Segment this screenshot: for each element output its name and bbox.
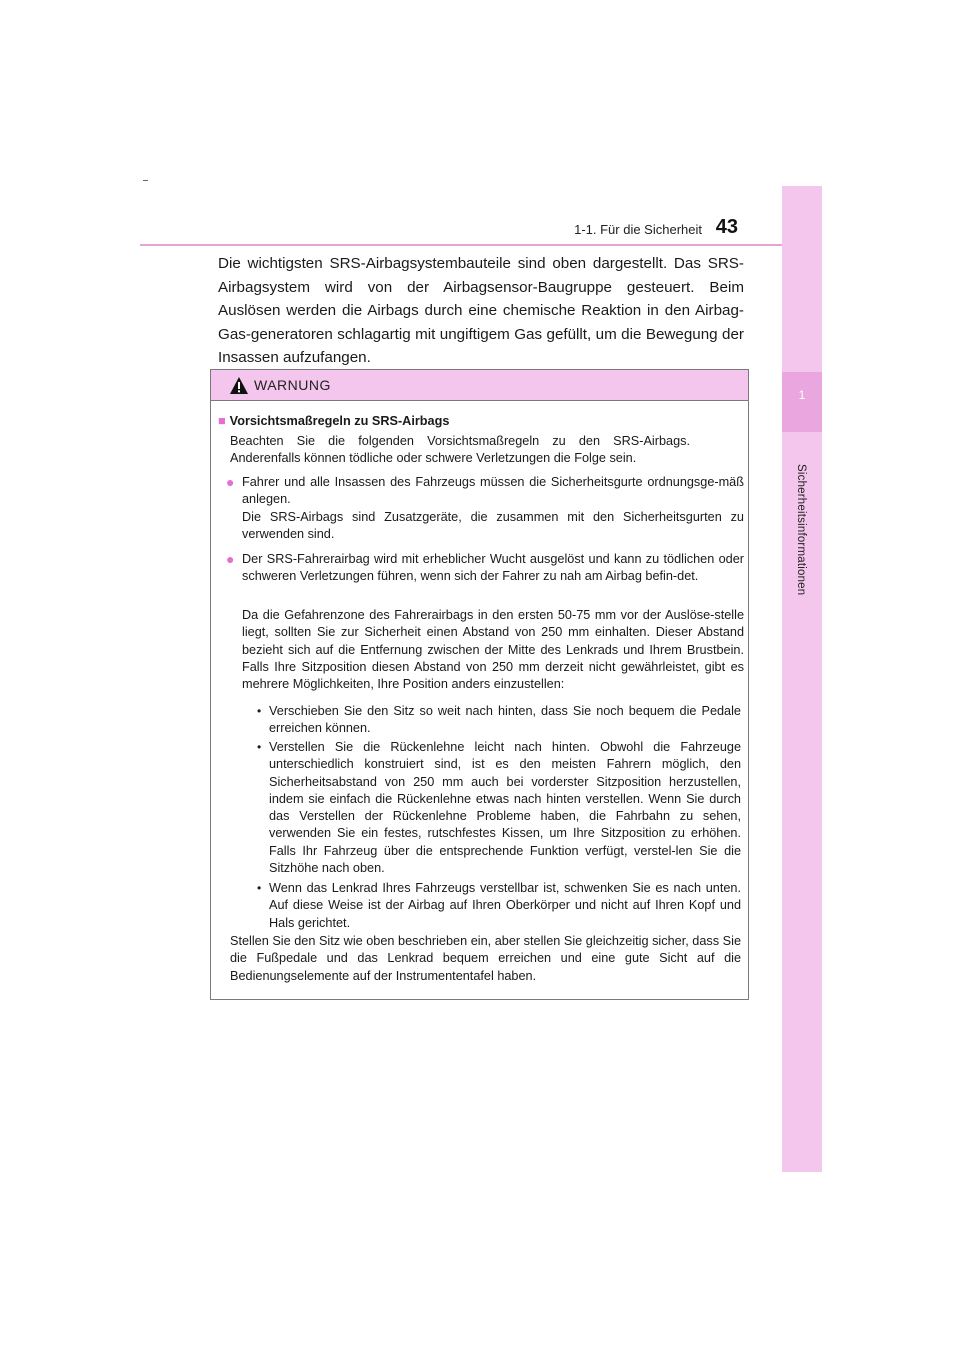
- bullet-1-detail: Die SRS-Airbags sind Zusatzgeräte, die zusammen mit den Sicherheitsgurten zu verwenden sind.: [242, 510, 744, 542]
- chapter-tab: [782, 372, 822, 432]
- intro-paragraph: Die wichtigsten SRS-Airbagsystembauteile sind oben dargestellt. Das SRS-Airbagsystem wird von der Airbagsensor-Baugruppe gesteuert. Beim Auslösen werden die Airbags durch eine chemische Reaktion in den Airbag-Gas-generatoren schlagartig mit ungiftigem Gas gefüllt, um die Bewegung der Insassen aufzufangen.: [218, 255, 744, 366]
- page-header: [140, 218, 820, 246]
- chapter-number: 1: [798, 388, 806, 402]
- section-heading: [218, 413, 449, 430]
- circle-bullet-icon: ●: [226, 474, 235, 490]
- warning-header: [211, 370, 748, 401]
- circle-bullet-icon: ●: [226, 551, 235, 567]
- page-number: 43: [715, 216, 738, 238]
- sub-item-3: Wenn das Lenkrad Ihres Fahrzeugs verstellbar ist, schwenken Sie es nach unten. Auf diese Weise ist der Airbag auf Ihren Oberkörper und nicht auf Ihren Kopf und Hals gerichtet.: [269, 881, 741, 930]
- dot-bullet-icon: •: [257, 740, 262, 754]
- bullet-2-detail: Da die Gefahrenzone des Fahrerairbags in den ersten 50-75 mm vor der Auslöse-stelle liegt, sollten Sie zur Sicherheit einen Abstand von 250 mm einhalten. Dieser Abstand bezieht sich auf die Entfernung zwischen der Mitte des Lenkrads und Ihrem Brustbein. Falls Ihre Sitzposition diesen Abstand von 250 mm derzeit nicht gewährleistet, gibt es mehrere Möglichkeiten, Ihre Position anders einzustellen:: [242, 608, 744, 692]
- crop-mark: [143, 180, 148, 181]
- square-bullet-icon: ■: [218, 414, 226, 428]
- warning-icon: [229, 376, 249, 395]
- dot-bullet-icon: •: [257, 881, 262, 895]
- warning-title: WARNUNG: [254, 377, 331, 393]
- sub-item-2: Verstellen Sie die Rückenlehne leicht nach hinten. Obwohl die Fahrzeuge unterschiedlich konstruiert sind, ist es den meisten Fahrern möglich, den Sicherheitsabstand von 250 mm auch bei vorderster Sitzposition herzustellen, indem sie einfach die Rückenlehne etwas nach hinten verstellen. Wenn Sie durch das Verstellen der Rückenlehne Probleme haben, die Fahrbahn zu sehen, verwenden Sie ein festes, rutschfestes Kissen, um Ihre Sitzposition zu erhöhen. Falls Ihr Fahrzeug über die entsprechende Funktion verfügt, verstel-len Sie die Sitzhöhe nach oben.: [269, 740, 741, 876]
- chapter-sidebar: [782, 186, 822, 1172]
- section-heading-text: Vorsichtsmaßregeln zu SRS-Airbags: [229, 414, 450, 428]
- sub-item-1: Verschieben Sie den Sitz so weit nach hinten, dass Sie noch bequem die Pedale erreichen können.: [269, 704, 741, 736]
- warning-intro: Beachten Sie die folgenden Vorsichtsmaßregeln zu den SRS-Airbags. Anderenfalls können tödliche oder schwere Verletzungen die Folge sein.: [230, 434, 690, 466]
- dot-bullet-icon: •: [257, 704, 262, 718]
- header-rule: [140, 244, 822, 246]
- warning-box: [210, 369, 749, 1000]
- bullet-2-main: Der SRS-Fahrerairbag wird mit erheblicher Wucht ausgelöst und kann zu tödlichen oder schweren Verletzungen führen, wenn sich der Fahrer zu nah am Airbag befin-det.: [242, 552, 744, 584]
- bullet-1-main: Fahrer und alle Insassen des Fahrzeugs müssen die Sicherheitsgurte ordnungsge-mäß anlegen.: [242, 475, 744, 507]
- warning-closing: Stellen Sie den Sitz wie oben beschrieben ein, aber stellen Sie gleichzeitig sicher, dass Sie die Fußpedale und das Lenkrad bequem erreichen und eine gute Sicht auf die Bedienungselemente auf der Instrumententafel haben.: [230, 934, 741, 983]
- header-section-title: 1-1. Für die Sicherheit: [574, 222, 702, 237]
- chapter-title: Sicherheitsinformationen: [795, 464, 807, 596]
